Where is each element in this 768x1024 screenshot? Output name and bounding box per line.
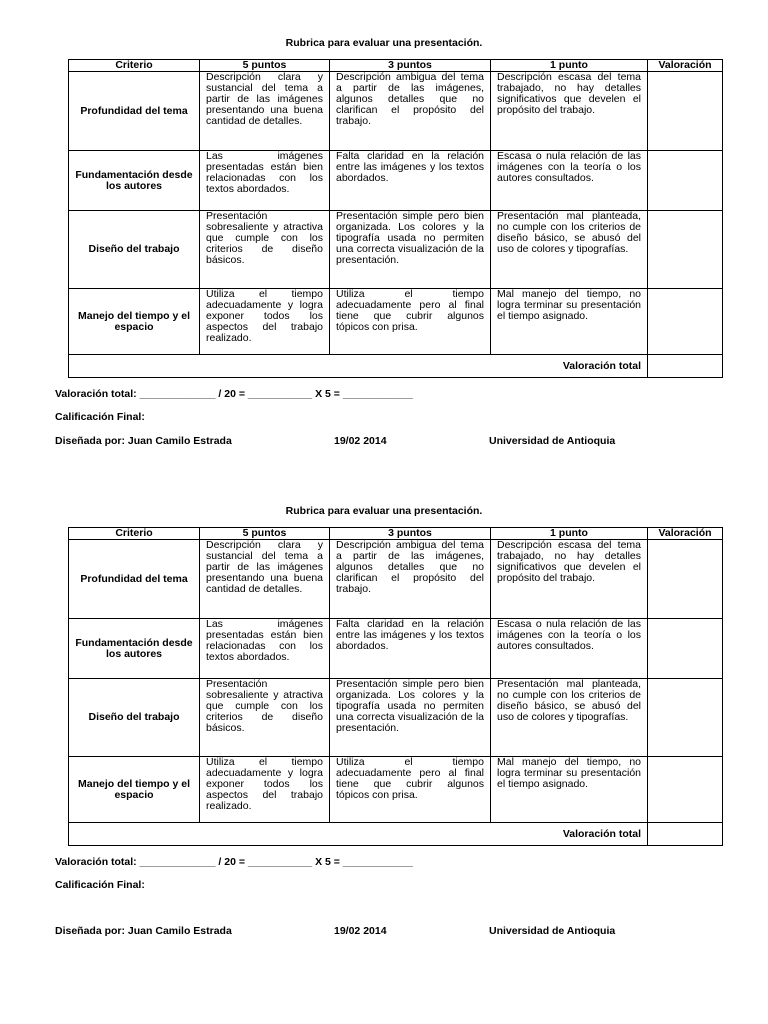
university: Universidad de Antioquia <box>489 925 616 937</box>
criterio-cell: Fundamentación desde los autores <box>69 619 200 679</box>
total-value-cell[interactable] <box>648 355 723 378</box>
cell-valoracion[interactable] <box>648 540 723 619</box>
header-criterio: Criterio <box>69 60 200 72</box>
header-3-puntos: 3 puntos <box>330 60 491 72</box>
criterio-cell: Profundidad del tema <box>69 540 200 619</box>
cell-5-puntos: Presentación sobresaliente y atractiva que cumple con los criterios de diseño básicos. <box>200 211 330 289</box>
total-row <box>69 823 723 846</box>
table-row <box>69 540 723 619</box>
cell-valoracion[interactable] <box>648 679 723 757</box>
table-row <box>69 151 723 211</box>
rubric-title: Rubrica para evaluar una presentación. <box>285 505 483 517</box>
header-valoracion: Valoración <box>648 528 723 540</box>
calificacion-final: Calificación Final: <box>55 411 145 423</box>
cell-valoracion[interactable] <box>648 72 723 151</box>
rubric-table <box>68 527 723 846</box>
total-row <box>69 355 723 378</box>
cell-1-punto: Presentación mal planteada, no cumple con los criterios de diseño básico, se abusó del uso de colores y tipografías. <box>491 211 648 289</box>
cell-1-punto: Escasa o nula relación de las imágenes con la teoría o los autores consultados. <box>491 619 648 679</box>
cell-3-puntos: Utiliza el tiempo adecuadamente pero al final tiene que cubrir algunos tópicos con prisa. <box>330 757 491 823</box>
header-1-punto: 1 punto <box>491 528 648 540</box>
university: Universidad de Antioquia <box>489 435 616 447</box>
cell-5-puntos: Descripción clara y sustancial del tema a partir de las imágenes presentando una buena cantidad de detalles. <box>200 540 330 619</box>
cell-3-puntos: Falta claridad en la relación entre las imágenes y los textos abordados. <box>330 151 491 211</box>
cell-5-puntos: Utiliza el tiempo adecuadamente y logra exponer todos los aspectos del trabajo realizado. <box>200 757 330 823</box>
cell-3-puntos: Descripción ambigua del tema a partir de las imágenes, algunos detalles que no clarifican el propósito del trabajo. <box>330 540 491 619</box>
cell-valoracion[interactable] <box>648 211 723 289</box>
criterio-cell: Diseño del trabajo <box>69 679 200 757</box>
cell-5-puntos: Las imágenes presentadas están bien relacionadas con los textos abordados. <box>200 151 330 211</box>
total-label: Valoración total <box>69 823 648 846</box>
table-row <box>69 757 723 823</box>
table-row <box>69 289 723 355</box>
header-criterio: Criterio <box>69 528 200 540</box>
designed-by: Diseñada por: Juan Camilo Estrada <box>55 925 232 937</box>
cell-1-punto: Escasa o nula relación de las imágenes con la teoría o los autores consultados. <box>491 151 648 211</box>
criterio-cell: Fundamentación desde los autores <box>69 151 200 211</box>
cell-5-puntos: Utiliza el tiempo adecuadamente y logra exponer todos los aspectos del trabajo realizado. <box>200 289 330 355</box>
cell-1-punto: Descripción escasa del tema trabajado, no hay detalles significativos que develen el propósito del trabajo. <box>491 540 648 619</box>
calificacion-final: Calificación Final: <box>55 879 145 891</box>
header-5-puntos: 5 puntos <box>200 528 330 540</box>
header-valoracion: Valoración <box>648 60 723 72</box>
cell-3-puntos: Falta claridad en la relación entre las imágenes y los textos abordados. <box>330 619 491 679</box>
valoracion-total-line: Valoración total: _____________ / 20 = ___________ X 5 = ____________ <box>55 856 413 868</box>
header-3-puntos: 3 puntos <box>330 528 491 540</box>
rubric-block-2 <box>0 468 768 935</box>
cell-1-punto: Mal manejo del tiempo, no logra terminar su presentación el tiempo asignado. <box>491 757 648 823</box>
cell-valoracion[interactable] <box>648 289 723 355</box>
date: 19/02 2014 <box>334 925 387 937</box>
cell-1-punto: Mal manejo del tiempo, no logra terminar su presentación el tiempo asignado. <box>491 289 648 355</box>
cell-3-puntos: Descripción ambigua del tema a partir de las imágenes, algunos detalles que no clarifican el propósito del trabajo. <box>330 72 491 151</box>
designed-by: Diseñada por: Juan Camilo Estrada <box>55 435 232 447</box>
table-row <box>69 72 723 151</box>
valoracion-total-line: Valoración total: _____________ / 20 = ___________ X 5 = ____________ <box>55 388 413 400</box>
total-value-cell[interactable] <box>648 823 723 846</box>
cell-5-puntos: Presentación sobresaliente y atractiva que cumple con los criterios de diseño básicos. <box>200 679 330 757</box>
cell-5-puntos: Las imágenes presentadas están bien relacionadas con los textos abordados. <box>200 619 330 679</box>
cell-3-puntos: Utiliza el tiempo adecuadamente pero al final tiene que cubrir algunos tópicos con prisa. <box>330 289 491 355</box>
header-row <box>69 60 723 72</box>
criterio-cell: Profundidad del tema <box>69 72 200 151</box>
rubric-title: Rubrica para evaluar una presentación. <box>285 37 483 49</box>
table-row <box>69 679 723 757</box>
total-label: Valoración total <box>69 355 648 378</box>
cell-5-puntos: Descripción clara y sustancial del tema a partir de las imágenes presentando una buena cantidad de detalles. <box>200 72 330 151</box>
cell-3-puntos: Presentación simple pero bien organizada. Los colores y la tipografía usada no permiten una correcta visualización de la presentación. <box>330 211 491 289</box>
cell-valoracion[interactable] <box>648 151 723 211</box>
cell-1-punto: Descripción escasa del tema trabajado, no hay detalles significativos que develen el propósito del trabajo. <box>491 72 648 151</box>
rubric-table <box>68 59 723 378</box>
criterio-cell: Diseño del trabajo <box>69 211 200 289</box>
cell-valoracion[interactable] <box>648 619 723 679</box>
table-row <box>69 619 723 679</box>
criterio-cell: Manejo del tiempo y el espacio <box>69 289 200 355</box>
cell-1-punto: Presentación mal planteada, no cumple con los criterios de diseño básico, se abusó del uso de colores y tipografías. <box>491 679 648 757</box>
cell-valoracion[interactable] <box>648 757 723 823</box>
header-1-punto: 1 punto <box>491 60 648 72</box>
rubric-block-1 <box>0 0 768 467</box>
table-row <box>69 211 723 289</box>
cell-3-puntos: Presentación simple pero bien organizada. Los colores y la tipografía usada no permiten una correcta visualización de la presentación. <box>330 679 491 757</box>
header-5-puntos: 5 puntos <box>200 60 330 72</box>
date: 19/02 2014 <box>334 435 387 447</box>
criterio-cell: Manejo del tiempo y el espacio <box>69 757 200 823</box>
header-row <box>69 528 723 540</box>
